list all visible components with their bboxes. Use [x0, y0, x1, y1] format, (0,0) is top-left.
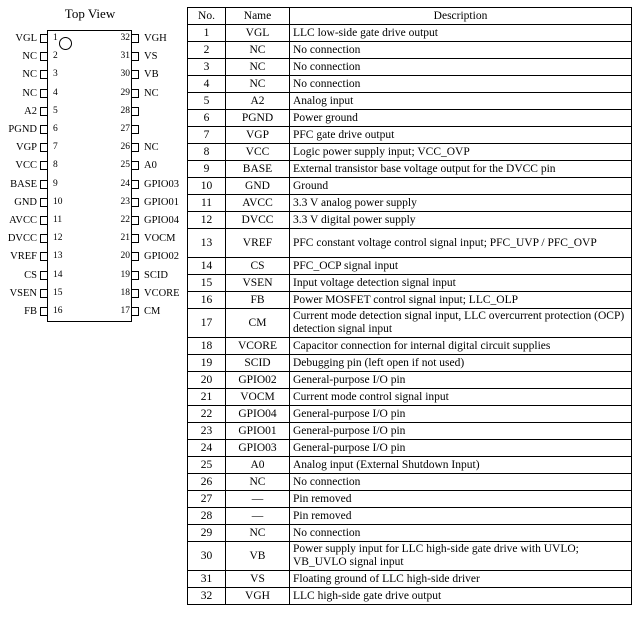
table-row	[188, 508, 632, 525]
cell-no: 17	[188, 309, 226, 338]
pin-label: NC	[22, 87, 37, 99]
cell-no: 4	[188, 76, 226, 93]
table-row	[188, 178, 632, 195]
pin-number: 5	[53, 105, 58, 116]
cell-name: GND	[226, 178, 290, 195]
pin-label: VB	[144, 69, 159, 81]
table-row	[188, 474, 632, 491]
cell-name: —	[226, 508, 290, 525]
pin-lead-icon	[40, 70, 48, 79]
cell-no: 6	[188, 110, 226, 127]
pin-lead-icon	[40, 125, 48, 134]
cell-no: 16	[188, 292, 226, 309]
pin-label: GPIO03	[144, 178, 180, 190]
cell-name: —	[226, 491, 290, 508]
pin-label: GPIO01	[144, 196, 180, 208]
cell-description: Power ground	[290, 110, 632, 127]
pin-1	[0, 32, 58, 45]
pin-number: 13	[53, 251, 63, 262]
pin-label: CS	[24, 269, 37, 281]
cell-name: VCC	[226, 144, 290, 161]
cell-no: 15	[188, 275, 226, 292]
table-row	[188, 25, 632, 42]
pin-18	[120, 287, 185, 300]
pin-number: 19	[120, 269, 130, 280]
pin-label: VOCM	[144, 233, 176, 245]
pin-25	[120, 159, 185, 172]
cell-no: 5	[188, 93, 226, 110]
pin-lead-icon	[131, 252, 139, 261]
pin-11	[0, 214, 63, 227]
pin-lead-icon	[131, 52, 139, 61]
cell-name: VGL	[226, 25, 290, 42]
pin-label: VS	[144, 51, 158, 63]
cell-description: Ground	[290, 178, 632, 195]
cell-description: Current mode control signal input	[290, 389, 632, 406]
cell-name: A0	[226, 457, 290, 474]
pin-label: NC	[144, 87, 159, 99]
pin-10	[0, 196, 63, 209]
pin-label: GPIO04	[144, 215, 180, 226]
cell-description: Floating ground of LLC high-side driver	[290, 571, 632, 588]
table-row	[188, 588, 632, 605]
pin-32	[120, 32, 185, 45]
pin-number: 31	[120, 51, 130, 62]
pin-lead-icon	[131, 34, 139, 43]
cell-description: Current mode detection signal input, LLC overcurrent protection (OCP) detection signal input	[290, 309, 632, 338]
cell-name: PGND	[226, 110, 290, 127]
pin-lead-icon	[40, 252, 48, 261]
cell-name: VOCM	[226, 389, 290, 406]
table-row	[188, 59, 632, 76]
cell-name: NC	[226, 42, 290, 59]
pin-label: SCID	[144, 269, 168, 281]
pin-lead-icon	[131, 289, 139, 298]
header-description: Description	[290, 8, 632, 25]
cell-name: NC	[226, 59, 290, 76]
pin-label: A0	[144, 160, 157, 172]
cell-description: PFC_OCP signal input	[290, 258, 632, 275]
cell-description: General-purpose I/O pin	[290, 440, 632, 457]
pin-lead-icon	[131, 307, 139, 316]
table-row	[188, 309, 632, 338]
pin-number: 11	[53, 215, 63, 225]
table-row	[188, 571, 632, 588]
cell-no: 30	[188, 542, 226, 571]
table-row	[188, 440, 632, 457]
pin-number: 2	[53, 51, 58, 62]
pin-number: 14	[53, 269, 63, 280]
table-row	[188, 338, 632, 355]
pin-number: 9	[53, 178, 58, 189]
pin-number: 21	[120, 233, 130, 244]
pin-3	[0, 68, 58, 81]
table-row	[188, 42, 632, 59]
table-row	[188, 423, 632, 440]
pin-number: 10	[53, 196, 63, 207]
pin-13	[0, 250, 63, 263]
cell-no: 21	[188, 389, 226, 406]
table-row	[188, 258, 632, 275]
cell-name: VGP	[226, 127, 290, 144]
pin-27	[120, 123, 185, 136]
cell-description: Logic power supply input; VCC_OVP	[290, 144, 632, 161]
cell-description: Analog input (External Shutdown Input)	[290, 457, 632, 474]
pin-lead-icon	[40, 180, 48, 189]
pin-number: 32	[120, 33, 130, 43]
cell-description: Capacitor connection for internal digital circuit supplies	[290, 338, 632, 355]
cell-description: 3.3 V analog power supply	[290, 195, 632, 212]
table-row	[188, 144, 632, 161]
table-row	[188, 457, 632, 474]
pin-description-table	[187, 7, 632, 605]
cell-no: 11	[188, 195, 226, 212]
pin-number: 4	[53, 87, 58, 98]
pin-label: VCORE	[144, 287, 180, 299]
cell-no: 9	[188, 161, 226, 178]
header-name: Name	[226, 8, 290, 25]
pin-number: 30	[120, 69, 130, 80]
pin-lead-icon	[40, 271, 48, 280]
cell-description: General-purpose I/O pin	[290, 406, 632, 423]
cell-description: Analog input	[290, 93, 632, 110]
pin-number: 20	[120, 251, 130, 262]
pin-label: AVCC	[9, 215, 37, 226]
pin-lead-icon	[40, 216, 48, 225]
pin-23	[120, 196, 185, 209]
table-row	[188, 525, 632, 542]
cell-no: 2	[188, 42, 226, 59]
table-row	[188, 355, 632, 372]
cell-no: 24	[188, 440, 226, 457]
cell-no: 22	[188, 406, 226, 423]
pin-16	[0, 305, 63, 318]
cell-no: 32	[188, 588, 226, 605]
pin-22	[120, 214, 185, 227]
cell-no: 1	[188, 25, 226, 42]
cell-description: Power MOSFET control signal input; LLC_OLP	[290, 292, 632, 309]
cell-description: Power supply input for LLC high-side gate drive with UVLO; VB_UVLO signal input	[290, 542, 632, 571]
pin-label: VGP	[15, 142, 37, 154]
pin-lead-icon	[40, 107, 48, 116]
pin-9	[0, 178, 58, 191]
pin-number: 3	[53, 69, 58, 80]
cell-description: Pin removed	[290, 491, 632, 508]
pin-label: VREF	[10, 251, 37, 263]
cell-description: Pin removed	[290, 508, 632, 525]
pin-30	[120, 68, 185, 81]
cell-description: LLC high-side gate drive output	[290, 588, 632, 605]
pin-number: 23	[120, 196, 130, 207]
pin-29	[120, 87, 185, 100]
pin-7	[0, 141, 58, 154]
pin-number: 7	[53, 142, 58, 153]
cell-name: AVCC	[226, 195, 290, 212]
pin-label: DVCC	[7, 233, 37, 245]
pin-17	[120, 305, 185, 318]
table-row	[188, 76, 632, 93]
pin-number: 17	[120, 306, 130, 316]
cell-name: VS	[226, 571, 290, 588]
table-body	[188, 25, 632, 605]
table-row	[188, 372, 632, 389]
pin-lead-icon	[131, 89, 139, 98]
cell-description: No connection	[290, 42, 632, 59]
cell-no: 10	[188, 178, 226, 195]
pin-label: VSEN	[9, 287, 37, 299]
cell-description: No connection	[290, 59, 632, 76]
pin-5	[0, 105, 58, 118]
cell-name: GPIO03	[226, 440, 290, 457]
pin-4	[0, 87, 58, 100]
cell-no: 20	[188, 372, 226, 389]
table-row	[188, 406, 632, 423]
pin-28	[120, 105, 185, 118]
cell-no: 12	[188, 212, 226, 229]
pin-lead-icon	[131, 271, 139, 280]
cell-name: VSEN	[226, 275, 290, 292]
pin-lead-icon	[40, 198, 48, 207]
table-row	[188, 212, 632, 229]
cell-description: No connection	[290, 474, 632, 491]
pin-lead-icon	[131, 161, 139, 170]
pin-lead-icon	[131, 234, 139, 243]
cell-description: 3.3 V digital power supply	[290, 212, 632, 229]
cell-no: 26	[188, 474, 226, 491]
table-row	[188, 110, 632, 127]
cell-name: GPIO04	[226, 406, 290, 423]
pin-number: 28	[120, 105, 130, 116]
pin-number: 29	[120, 87, 130, 98]
pin-number: 18	[120, 287, 130, 298]
table-row	[188, 161, 632, 178]
pin-label: VGL	[15, 33, 37, 44]
cell-no: 13	[188, 229, 226, 258]
pin-lead-icon	[131, 107, 139, 116]
pin-15	[0, 287, 63, 300]
cell-description: General-purpose I/O pin	[290, 423, 632, 440]
pin-label: A2	[24, 105, 37, 117]
cell-name: DVCC	[226, 212, 290, 229]
cell-description: Input voltage detection signal input	[290, 275, 632, 292]
cell-description: PFC gate drive output	[290, 127, 632, 144]
pin-label: GND	[14, 196, 37, 208]
pin-lead-icon	[131, 180, 139, 189]
pin-26	[120, 141, 185, 154]
pin-number: 6	[53, 124, 58, 134]
pin-lead-icon	[40, 234, 48, 243]
table-row	[188, 93, 632, 110]
pin-label: BASE	[10, 178, 37, 190]
table-row	[188, 491, 632, 508]
ic-pinout-diagram	[0, 0, 185, 620]
pin-lead-icon	[40, 289, 48, 298]
cell-name: NC	[226, 525, 290, 542]
pin-label: VGH	[144, 33, 167, 44]
pin-label: FB	[24, 306, 37, 317]
pin-number: 12	[53, 233, 63, 244]
cell-name: CM	[226, 309, 290, 338]
pin-2	[0, 50, 58, 63]
pin-label: PGND	[8, 124, 37, 135]
cell-name: SCID	[226, 355, 290, 372]
pin-lead-icon	[131, 198, 139, 207]
table-row	[188, 275, 632, 292]
pin-lead-icon	[40, 143, 48, 152]
pin-label: GPIO02	[144, 251, 180, 263]
pin-lead-icon	[131, 216, 139, 225]
pin-label: NC	[144, 142, 159, 154]
cell-no: 8	[188, 144, 226, 161]
cell-description: LLC low-side gate drive output	[290, 25, 632, 42]
cell-name: BASE	[226, 161, 290, 178]
pin-21	[120, 232, 185, 245]
pin-number: 22	[120, 215, 130, 225]
cell-name: A2	[226, 93, 290, 110]
pin-number: 1	[53, 33, 58, 43]
pin-number: 15	[53, 287, 63, 298]
pin-6	[0, 123, 58, 136]
cell-no: 19	[188, 355, 226, 372]
cell-no: 7	[188, 127, 226, 144]
cell-no: 18	[188, 338, 226, 355]
pin-lead-icon	[131, 143, 139, 152]
pin-31	[120, 50, 185, 63]
header-no: No.	[188, 8, 226, 25]
pinout-title: Top View	[64, 6, 116, 21]
cell-name: GPIO01	[226, 423, 290, 440]
cell-name: VCORE	[226, 338, 290, 355]
cell-no: 27	[188, 491, 226, 508]
pin-label: VCC	[15, 160, 37, 172]
cell-no: 31	[188, 571, 226, 588]
cell-description: No connection	[290, 525, 632, 542]
table-row	[188, 195, 632, 212]
pin-label: NC	[22, 69, 37, 81]
pin-20	[120, 250, 185, 263]
pin-lead-icon	[40, 161, 48, 170]
cell-name: FB	[226, 292, 290, 309]
cell-no: 25	[188, 457, 226, 474]
pin-24	[120, 178, 185, 191]
pin-12	[0, 232, 63, 245]
cell-name: NC	[226, 474, 290, 491]
pin-lead-icon	[131, 70, 139, 79]
cell-no: 14	[188, 258, 226, 275]
cell-name: GPIO02	[226, 372, 290, 389]
pin-number: 8	[53, 160, 58, 171]
cell-no: 29	[188, 525, 226, 542]
pin-label: NC	[22, 51, 37, 63]
pin-14	[0, 269, 63, 282]
table-row	[188, 389, 632, 406]
pin-label: CM	[144, 306, 161, 317]
cell-name: CS	[226, 258, 290, 275]
cell-description: Debugging pin (left open if not used)	[290, 355, 632, 372]
cell-description: General-purpose I/O pin	[290, 372, 632, 389]
table-row	[188, 292, 632, 309]
cell-no: 3	[188, 59, 226, 76]
pin-lead-icon	[40, 34, 48, 43]
cell-description: PFC constant voltage control signal input; PFC_UVP / PFC_OVP	[290, 229, 632, 258]
pin-number: 16	[53, 306, 63, 316]
pin-number: 24	[120, 178, 130, 189]
table-row	[188, 229, 632, 258]
cell-no: 23	[188, 423, 226, 440]
pin1-marker-icon	[59, 37, 72, 50]
pin-number: 27	[120, 124, 130, 134]
pin-8	[0, 159, 58, 172]
cell-name: VB	[226, 542, 290, 571]
pin-lead-icon	[40, 307, 48, 316]
table-row	[188, 127, 632, 144]
cell-name: NC	[226, 76, 290, 93]
cell-description: No connection	[290, 76, 632, 93]
pin-lead-icon	[40, 89, 48, 98]
cell-description: External transistor base voltage output for the DVCC pin	[290, 161, 632, 178]
pin-19	[120, 269, 185, 282]
cell-no: 28	[188, 508, 226, 525]
cell-name: VGH	[226, 588, 290, 605]
cell-name: VREF	[226, 229, 290, 258]
pin-lead-icon	[131, 125, 139, 134]
table-header-row	[188, 8, 632, 25]
pin-number: 25	[120, 160, 130, 171]
pin-lead-icon	[40, 52, 48, 61]
pin-number: 26	[120, 142, 130, 153]
table-row	[188, 542, 632, 571]
